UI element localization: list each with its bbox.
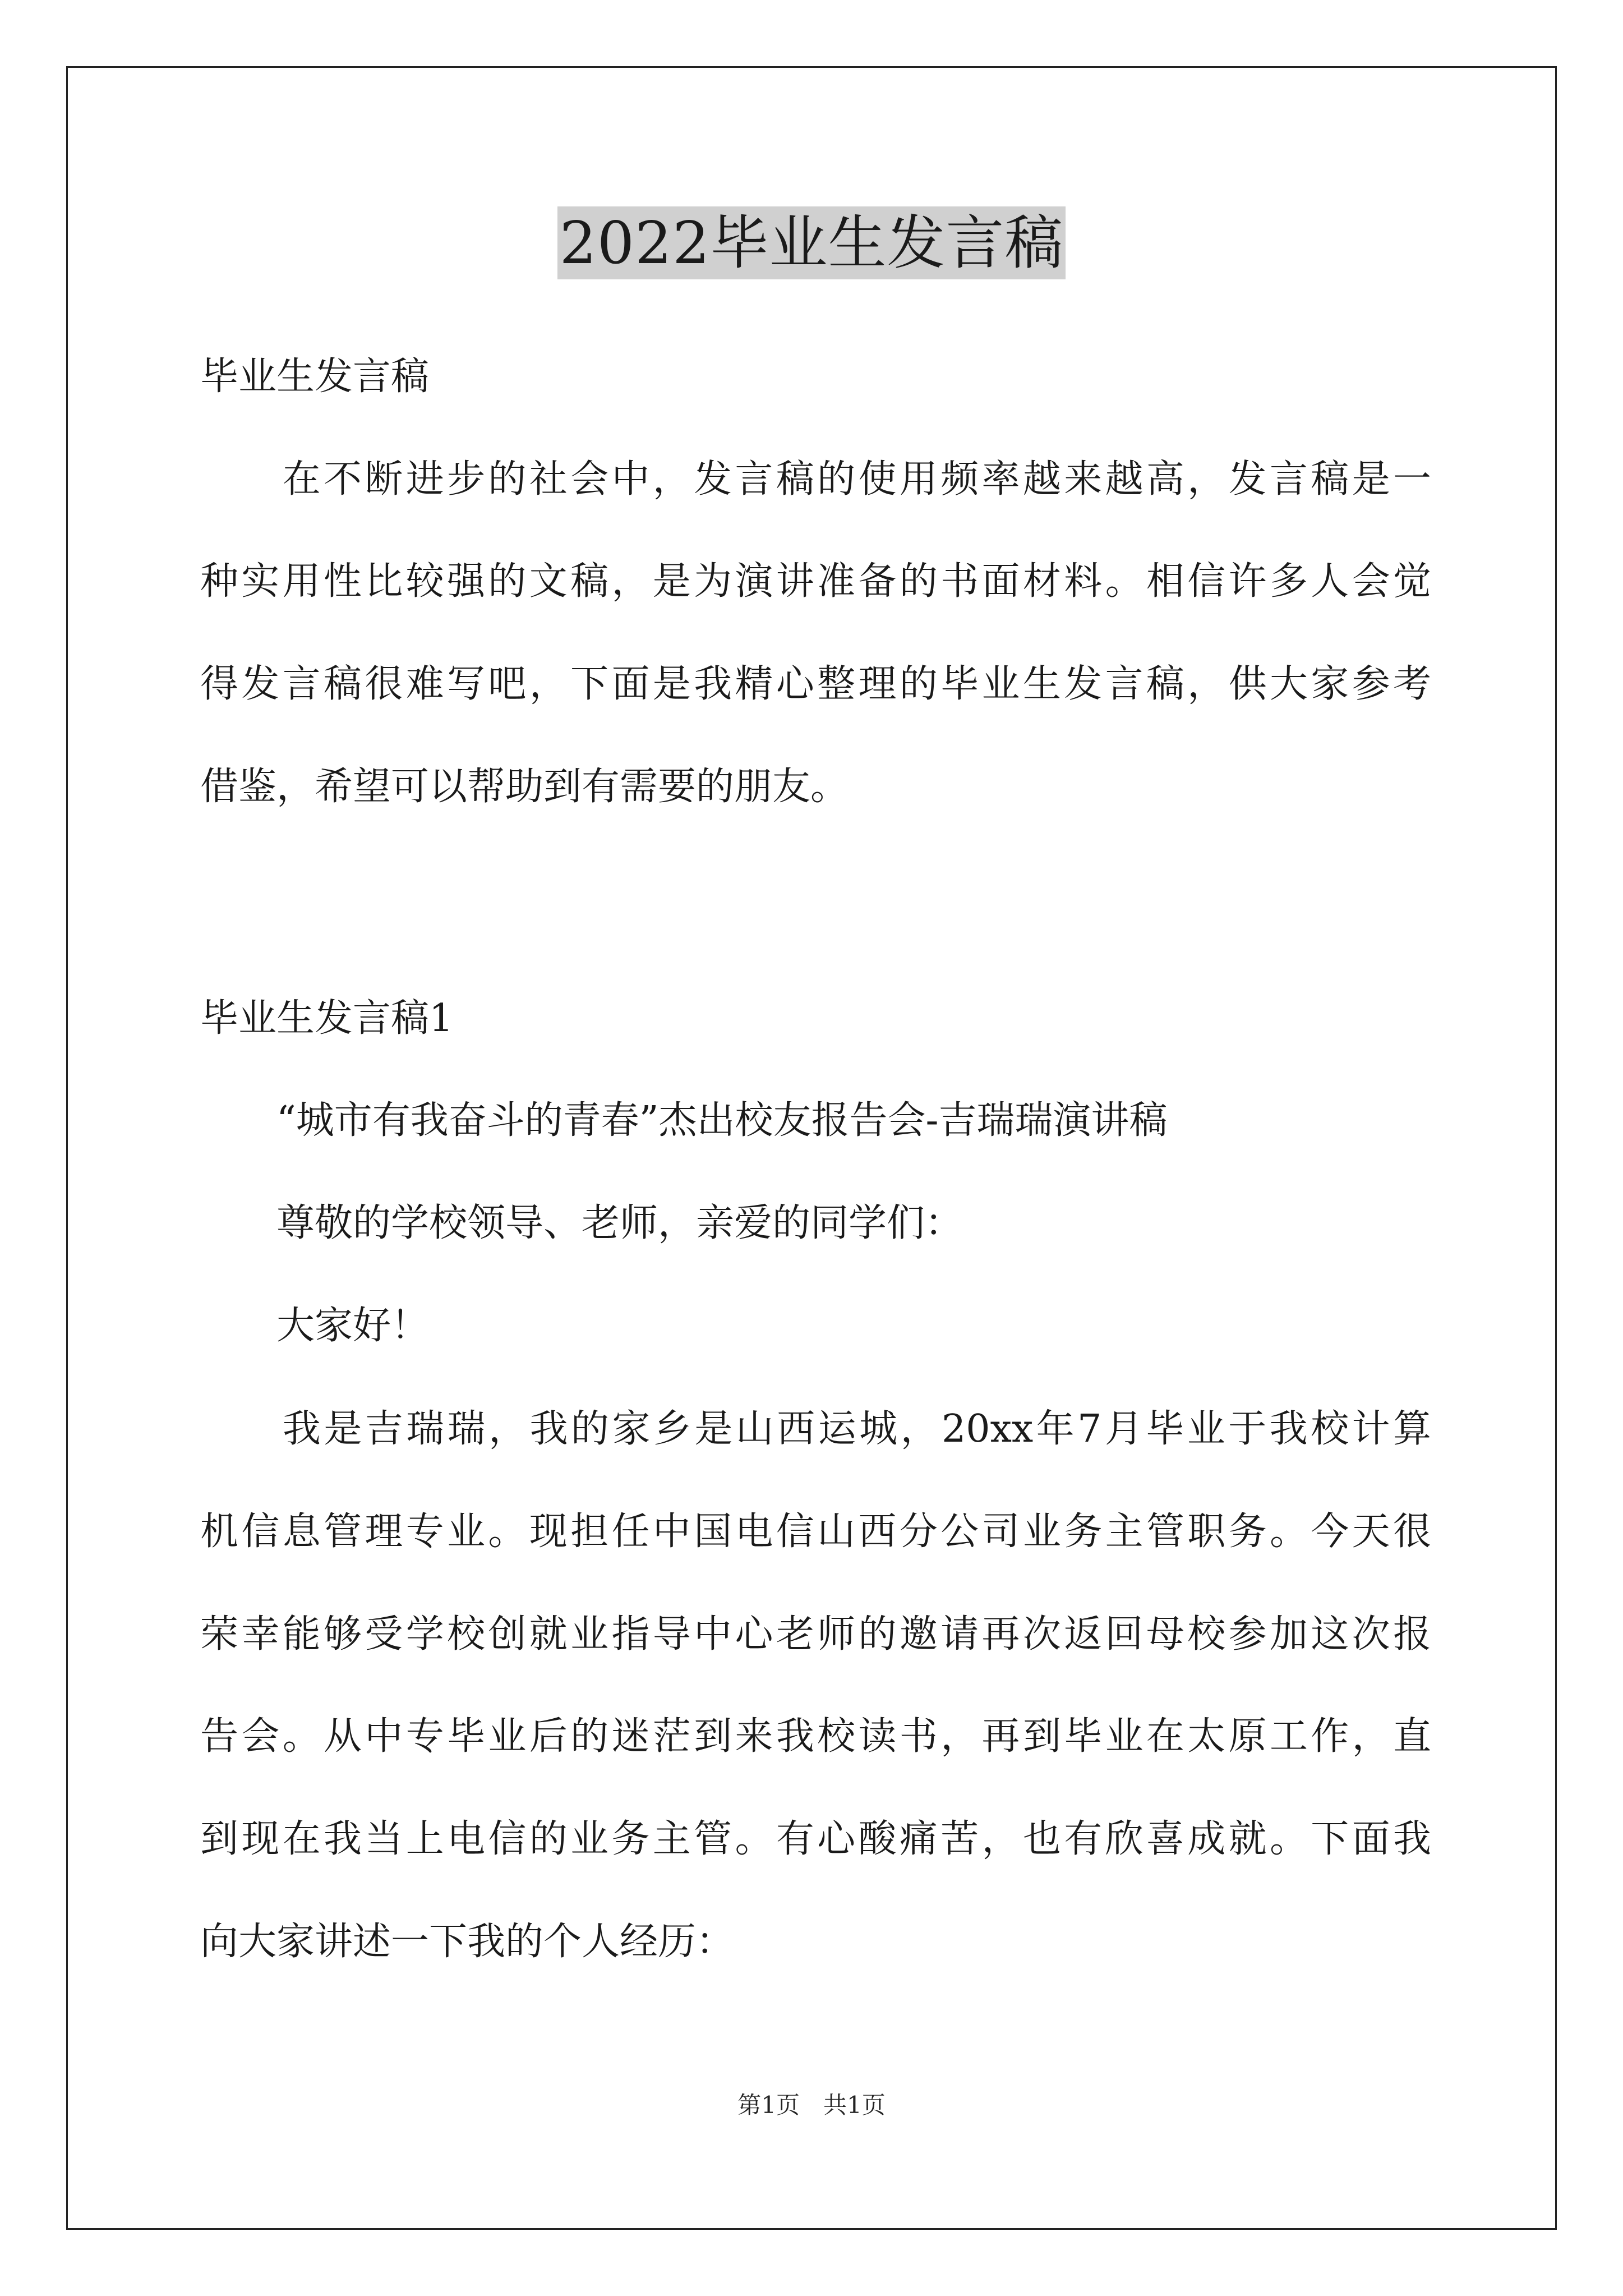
paragraph-line: 借鉴，希望可以帮助到有需要的朋友。: [200, 765, 849, 809]
paragraph-line: 在不断进步的社会中，发言稿的使用频率越来越高，发言稿是一: [200, 457, 1431, 501]
page-footer: 第1页 共1页: [737, 2091, 886, 2119]
section-heading-intro: 毕业生发言稿: [200, 355, 430, 399]
salutation-line: 尊敬的学校领导、老师，亲爱的同学们：: [200, 1201, 963, 1245]
paragraph-line: 告会。从中专毕业后的迷茫到来我校读书，再到毕业在太原工作，直: [200, 1714, 1431, 1759]
speech-title-line: “城市有我奋斗的青春”杰出校友报告会-吉瑞瑞演讲稿: [200, 1098, 1168, 1143]
greeting-line: 大家好！: [200, 1304, 430, 1348]
paragraph-line: 到现在我当上电信的业务主管。有心酸痛苦，也有欣喜成就。下面我: [200, 1817, 1431, 1861]
paragraph-line: 机信息管理专业。现担任中国电信山西分公司业务主管职务。今天很: [200, 1510, 1431, 1554]
paragraph-line: 得发言稿很难写吧，下面是我精心整理的毕业生发言稿，供大家参考: [200, 662, 1431, 706]
paragraph-line: 荣幸能够受学校创就业指导中心老师的邀请再次返回母校参加这次报: [200, 1612, 1431, 1657]
paragraph-line: 我是吉瑞瑞，我的家乡是山西运城，20xx年7月毕业于我校计算: [200, 1407, 1431, 1451]
paragraph-line: 种实用性比较强的文稿，是为演讲准备的书面材料。相信许多人会觉: [200, 559, 1431, 604]
title-container: [0, 206, 1623, 279]
document-title: 2022毕业生发言稿: [557, 206, 1066, 279]
section-heading-1: 毕业生发言稿1: [200, 996, 454, 1041]
paragraph-line: 向大家讲述一下我的个人经历：: [200, 1920, 735, 1964]
